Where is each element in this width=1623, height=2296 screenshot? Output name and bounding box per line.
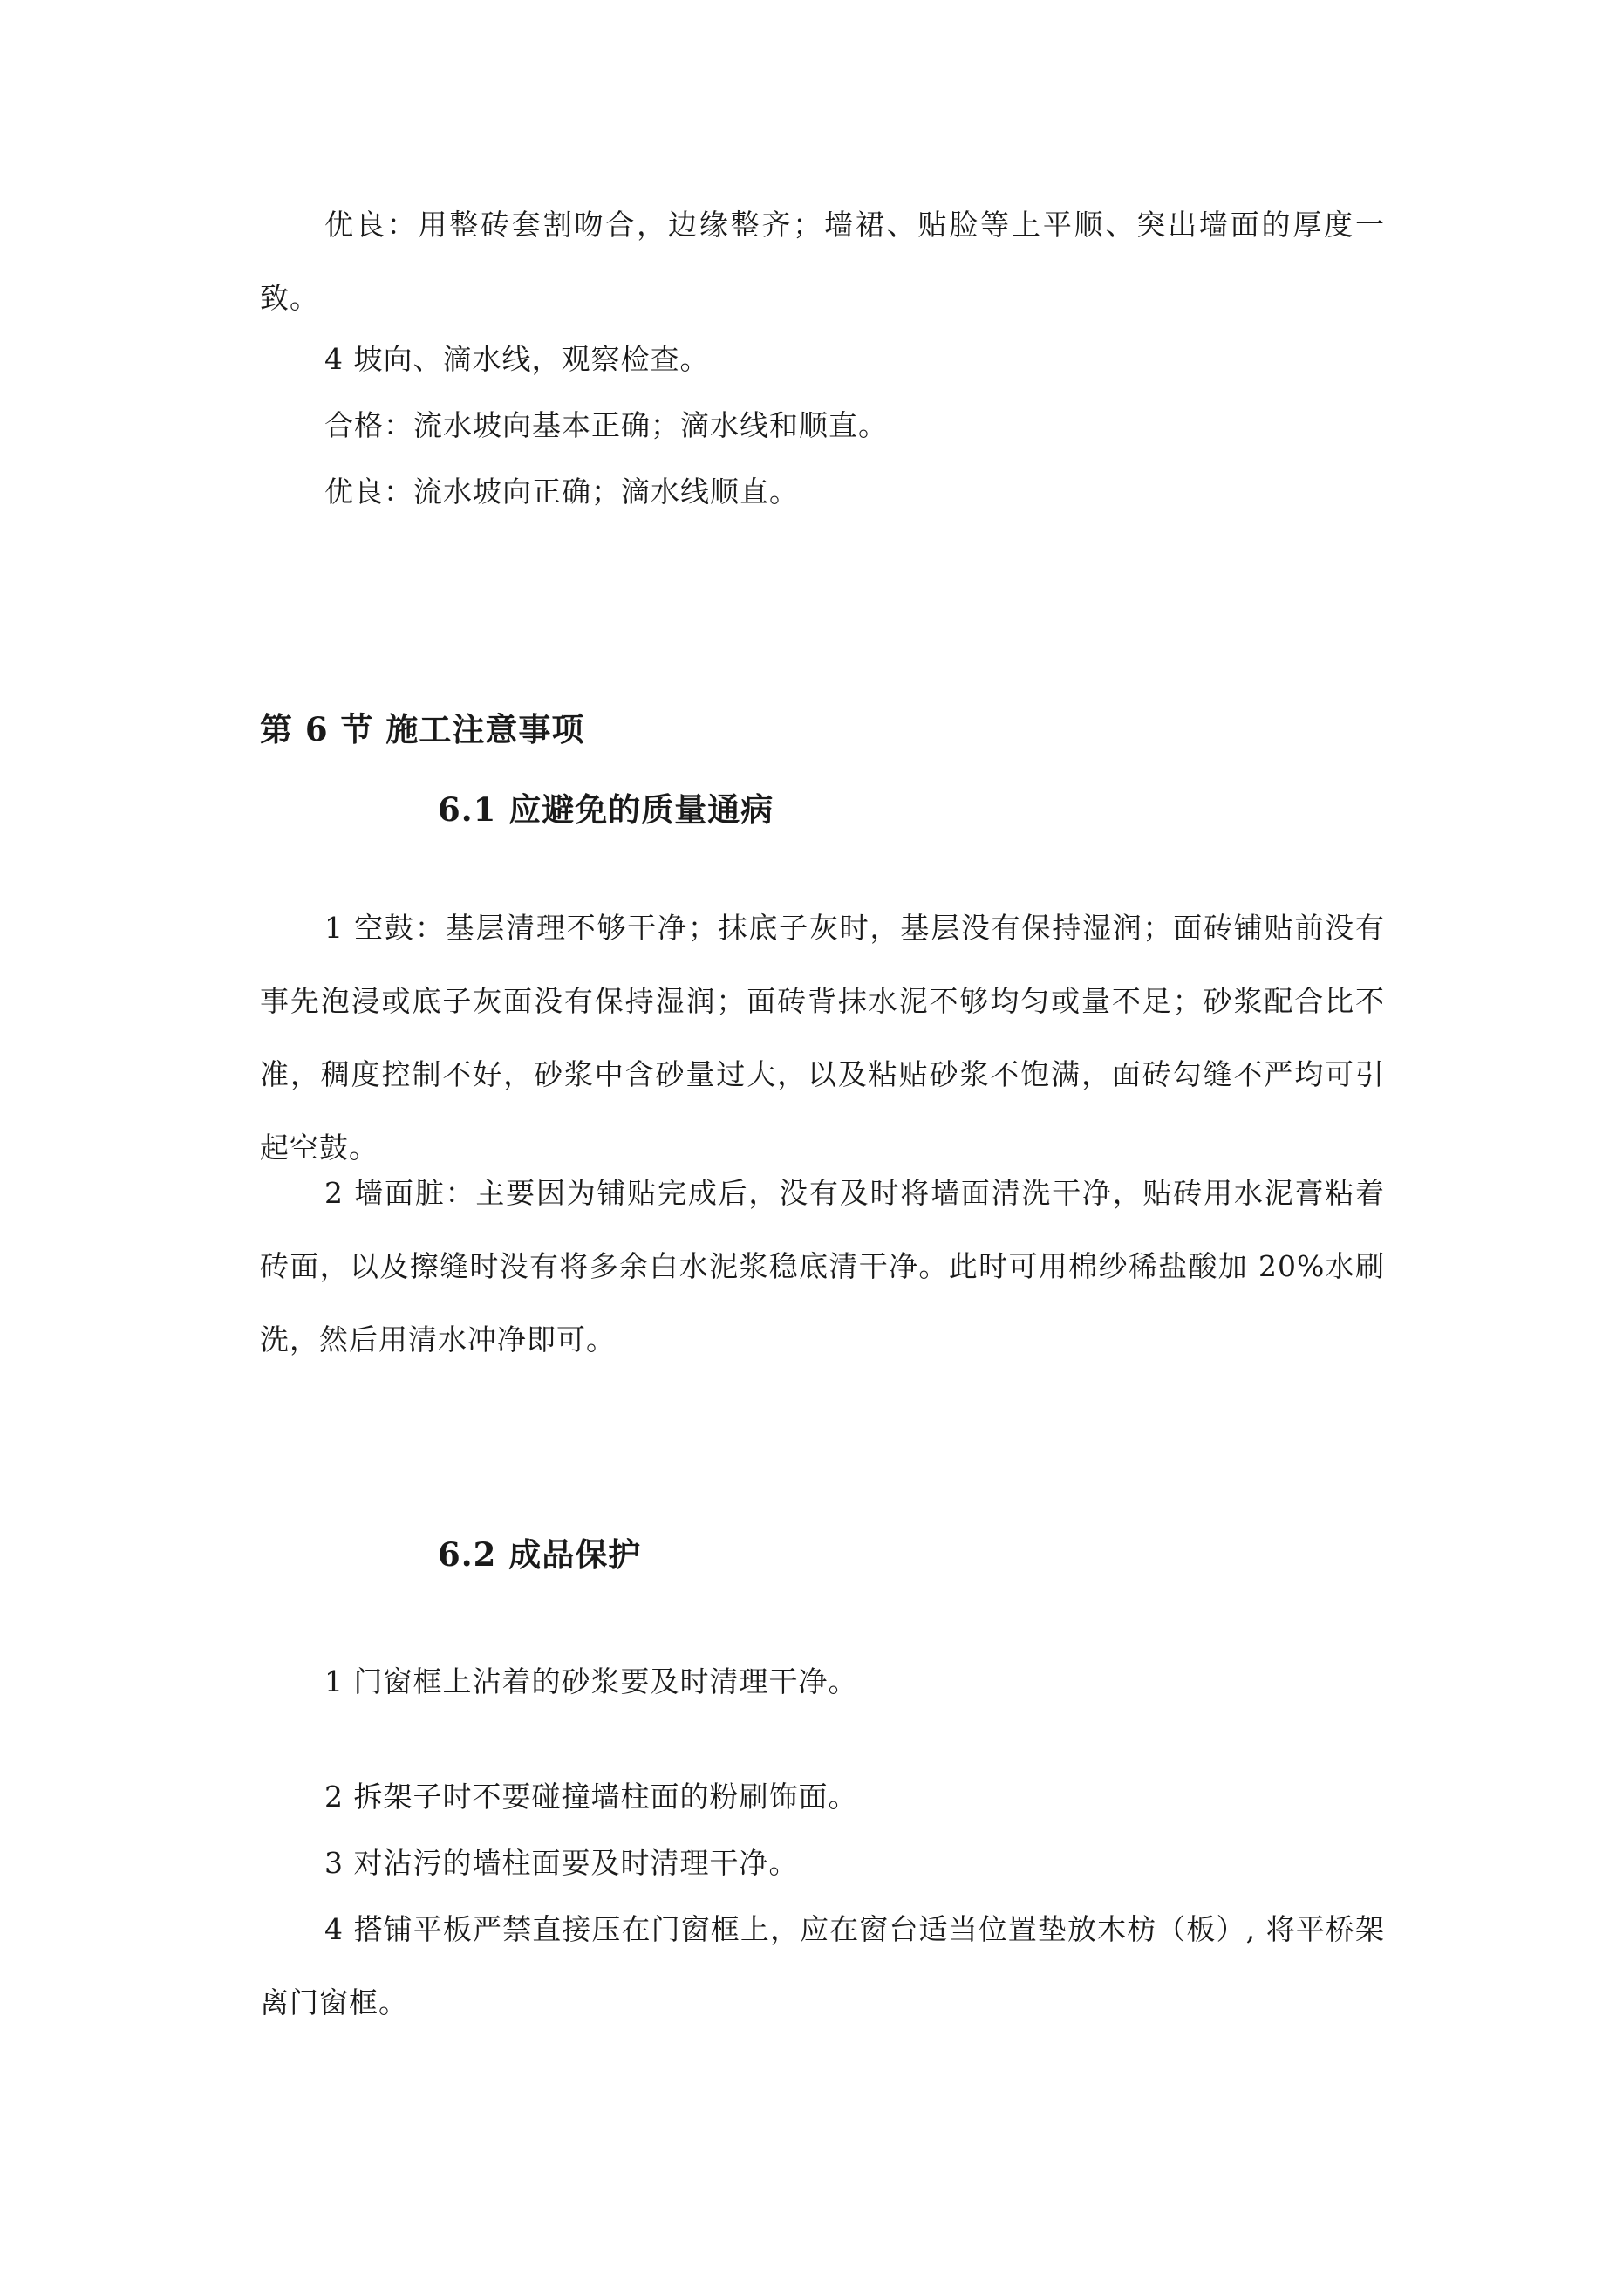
paragraph-scaffold-removal: 2 拆架子时不要碰撞墙柱面的粉刷饰面。	[324, 1780, 858, 1814]
paragraph-slope-drip-line: 4 坡向、滴水线，观察检查。	[324, 342, 710, 376]
paragraph-qualified-slope: 合格：流水坡向基本正确；滴水线和顺直。	[324, 408, 888, 442]
paragraph-hollowing: 1 空鼓：基层清理不够干净；抹底子灰时，基层没有保持湿润；面砖铺贴前没有事先泡浸或底子灰面没有保持湿润；面砖背抹水泥不够均匀或量不足；砂浆配合比不准，稠度控制不好，砂浆中含砂量过大，以及粘贴砂浆不饱满，面砖勾缝不严均可引起空鼓。	[260, 911, 1385, 1165]
paragraph-door-frame-mortar: 1 门窗框上沾着的砂浆要及时清理干净。	[324, 1664, 858, 1698]
paragraph-excellent-slope: 优良：流水坡向正确；滴水线顺直。	[324, 475, 799, 509]
paragraph-stained-surfaces: 3 对沾污的墙柱面要及时清理干净。	[324, 1846, 799, 1880]
subsection-heading-6-1: 6.1 应避免的质量通病	[438, 790, 774, 829]
subsection-heading-6-2: 6.2 成品保护	[438, 1535, 642, 1574]
paragraph-planks-door-frame: 4 搭铺平板严禁直接压在门窗框上，应在窗台适当位置垫放木枋（板）, 将平桥架离门窗框。	[260, 1912, 1385, 2019]
paragraph-dirty-wall: 2 墙面脏：主要因为铺贴完成后，没有及时将墙面清洗干净，贴砖用水泥膏粘着砖面，以及擦缝时没有将多余白水泥浆稳底清干净。此时可用棉纱稀盐酸加 20%水刷洗，然后用清水冲净即可。	[260, 1176, 1385, 1356]
paragraph-excellent-tile-cutting: 优良：用整砖套割吻合，边缘整齐；墙裙、贴脸等上平顺、突出墙面的厚度一致。	[260, 208, 1385, 315]
section-heading-6: 第 6 节 施工注意事项	[260, 710, 585, 748]
